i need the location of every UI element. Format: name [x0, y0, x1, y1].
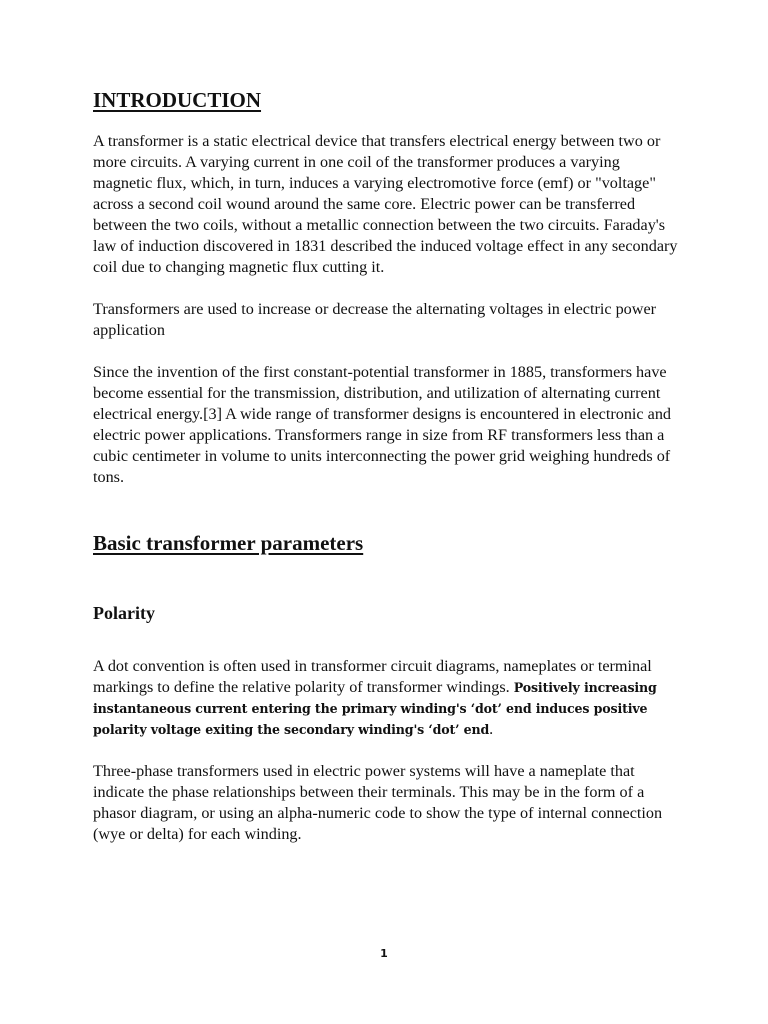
polarity-paragraph-2: Three-phase transformers used in electric power systems will have a nameplate that indicate the phase relationships between their terminals. This may be in the form of a phasor diagram, or using an alpha-numeric code to show the type of internal connection (wye or delta) for each winding. [93, 762, 663, 843]
intro-paragraph-1: A transformer is a static electrical device that transfers electrical energy between two or more circuits. A varying current in one coil of the transformer produces a varying magnetic flux, which, in turn, induces a varying electromotive force (emf) or "voltage" across a second coil wound around the same core. Electric power can be transferred between the two coils, without a metallic connection between the two circuits. Faraday's law of induction discovered in 1831 described the induced voltage effect in any secondary coil due to changing magnetic flux cutting it. [93, 132, 678, 276]
page-number: 1 [380, 947, 388, 960]
polarity-paragraph-1-end: . [489, 720, 494, 738]
page-content [93, 86, 683, 845]
polarity-heading: Polarity [93, 603, 155, 623]
intro-paragraph-2: Transformers are used to increase or decrease the alternating voltages in electric power application [93, 300, 657, 339]
intro-paragraph-3: Since the invention of the first constant-potential transformer in 1885, transformers have become essential for the transmission, distribution, and utilization of alternating current electrical energy.[3] A wide range of transformer designs is encountered in electronic and electric power applications. Transformers range in size from RF transformers less than a cubic centimeter in volume to units interconnecting the power grid weighing hundreds of tons. [93, 363, 672, 486]
polarity-dot-rule-bold: Positively increasing instantaneous current entering the primary winding's ‘dot’ end induces positive polarity voltage exiting the secondary winding's ‘dot’ end [93, 680, 657, 737]
polarity-paragraph-1-text: A dot convention is often used in transformer circuit diagrams, nameplates or terminal markings to define the relative polarity of transformer windings. [93, 657, 652, 696]
basic-parameters-heading: Basic transformer parameters [93, 531, 364, 555]
introduction-heading: INTRODUCTION [93, 88, 262, 112]
polarity-paragraph-1 [93, 656, 683, 740]
